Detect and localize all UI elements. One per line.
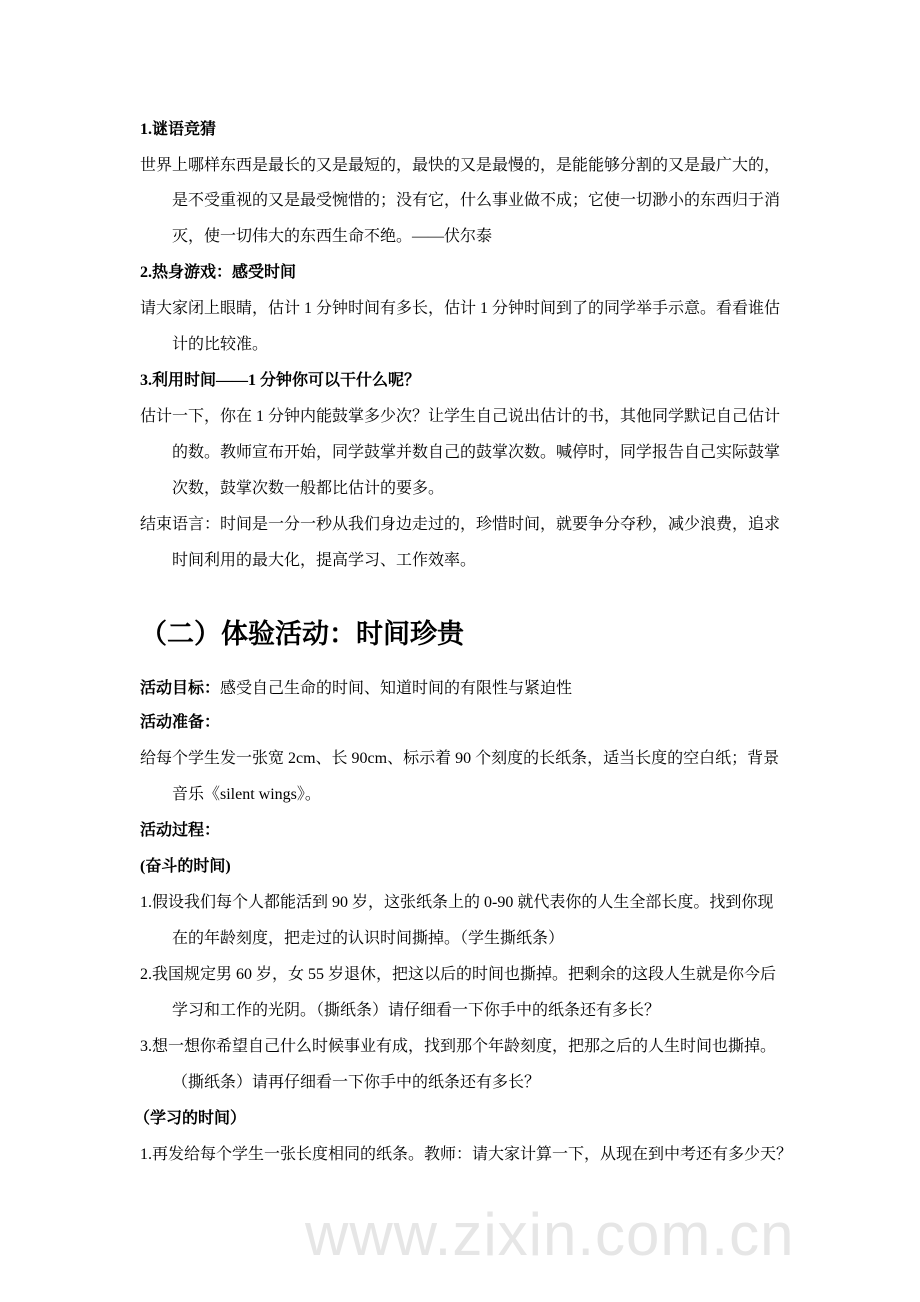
paragraph-line: 1.假设我们每个人都能活到 90 岁，这张纸条上的 0-90 就代表你的人生全部长度。找到你现 <box>140 894 774 911</box>
process-label: 活动过程： <box>140 822 221 839</box>
heading-use-time: 3.利用时间——1 分钟你可以干什么呢？ <box>140 372 421 389</box>
paragraph-line: 的数。教师宣布开始，同学鼓掌并数自己的鼓掌次数。喊停时，同学报告自己实际鼓掌 <box>172 444 781 461</box>
heading-riddle: 1.谜语竞猜 <box>140 121 217 138</box>
watermark: www.zixin.com.cn <box>305 1201 795 1268</box>
paragraph-line: 请大家闭上眼睛，估计 1 分钟时间有多长，估计 1 分钟时间到了的同学举手示意。看看谁估 <box>140 300 781 317</box>
section-title: （二）体验活动：时间珍贵 <box>140 619 464 649</box>
paragraph-line: 世界上哪样东西是最长的又是最短的，最快的又是最慢的，是能能够分割的又是最广大的， <box>140 157 781 174</box>
paragraph-line: 是不受重视的又是最受惋惜的；没有它，什么事业做不成；它使一切渺小的东西归于消 <box>172 192 781 209</box>
paragraph-line: 次数，鼓掌次数一般都比估计的要多。 <box>172 480 445 497</box>
paragraph-line: 估计一下，你在 1 分钟内能鼓掌多少次？让学生自己说出估计的书，其他同学默记自己估计 <box>140 408 781 425</box>
prep-label: 活动准备： <box>140 714 221 731</box>
paragraph-line: 音乐《silent wings》。 <box>172 786 321 803</box>
paragraph-line: （撕纸条）请再仔细看一下你手中的纸条还有多长？ <box>172 1074 541 1091</box>
paragraph-line: 3.想一想你希望自己什么时候事业有成，找到那个年龄刻度，把那之后的人生时间也撕掉。 <box>140 1038 777 1055</box>
paragraph-line: 灭，使一切伟大的东西生命不绝。——伏尔泰 <box>172 228 493 245</box>
paragraph-line: 计的比较准。 <box>172 336 269 353</box>
paragraph-line: 结束语言：时间是一分一秒从我们身边走过的，珍惜时间，就要争分夺秒，减少浪费，追求 <box>140 516 781 533</box>
paragraph-line: 时间利用的最大化，提高学习、工作效率。 <box>172 552 477 569</box>
paragraph-line: 在的年龄刻度，把走过的认识时间撕掉。（学生撕纸条） <box>172 930 565 947</box>
subheading-struggle-time: (奋斗的时间) <box>140 858 231 875</box>
subheading-study-time: （学习的时间） <box>134 1110 247 1127</box>
paragraph-line: 学习和工作的光阴。（撕纸条）请仔细看一下你手中的纸条还有多长？ <box>172 1002 661 1019</box>
paragraph-line: 给每个学生发一张宽 2cm、长 90cm、标示着 90 个刻度的长纸条，适当长度的空白纸；背景 <box>140 750 780 767</box>
paragraph-line: 1.再发给每个学生一张长度相同的纸条。教师：请大家计算一下，从现在到中考还有多少天？ <box>140 1146 793 1163</box>
paragraph-line: 2.我国规定男 60 岁，女 55 岁退休，把这以后的时间也撕掉。把剩余的这段人生就是你今后 <box>140 966 777 983</box>
heading-warmup: 2.热身游戏：感受时间 <box>140 264 297 281</box>
activity-goal <box>140 679 572 699</box>
goal-label: 活动目标： <box>140 680 221 697</box>
goal-text: 感受自己生命的时间、知道时间的有限性与紧迫性 <box>220 680 573 697</box>
